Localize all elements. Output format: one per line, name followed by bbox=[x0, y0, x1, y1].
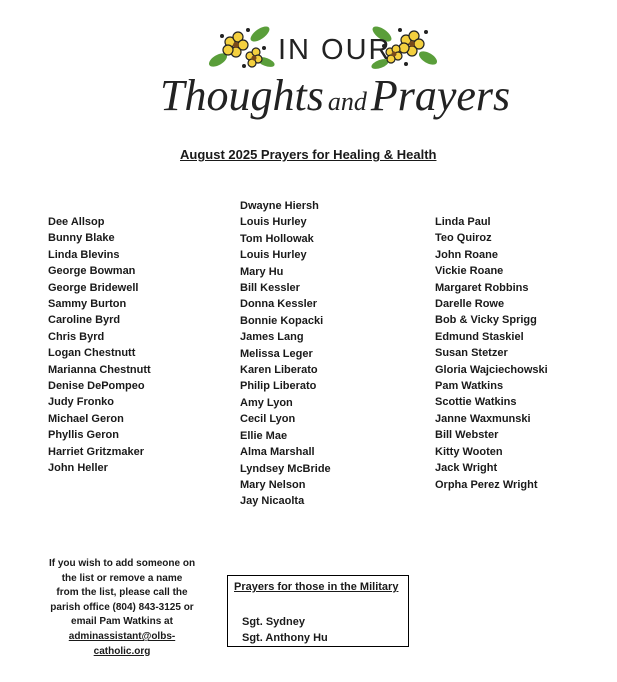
name-item: Chris Byrd bbox=[48, 330, 105, 343]
name-item: Louis Hurley bbox=[240, 249, 307, 262]
email-link[interactable]: catholic.org bbox=[93, 645, 151, 657]
name-item: Marianna Chestnutt bbox=[48, 363, 151, 376]
name-item: Dwayne Hiersh bbox=[240, 200, 319, 212]
name-item: Amy Lyon bbox=[240, 396, 293, 409]
note-line: from the list, please call the bbox=[56, 587, 188, 599]
name-item: Linda Blevins bbox=[48, 248, 120, 261]
military-name: Sgt. Sydney bbox=[242, 616, 305, 628]
name-item: Orpha Perez Wright bbox=[435, 478, 538, 491]
page-title: August 2025 Prayers for Healing & Health bbox=[180, 147, 437, 162]
name-item: Bob & Vicky Sprigg bbox=[435, 314, 537, 327]
name-item: John Roane bbox=[435, 248, 498, 261]
name-item: Ellie Mae bbox=[240, 429, 288, 442]
military-title: Prayers for those in the Military bbox=[234, 581, 399, 593]
military-names bbox=[242, 614, 328, 646]
military-prayers-box bbox=[227, 575, 409, 647]
note-line: the list or remove a name bbox=[61, 572, 183, 584]
name-item: Bunny Blake bbox=[48, 232, 115, 245]
name-item: Dee Allsop bbox=[48, 216, 105, 228]
name-item: Phyllis Geron bbox=[48, 429, 119, 442]
name-item: Louis Hurley bbox=[240, 216, 307, 229]
names-column-2 bbox=[240, 198, 331, 510]
email-link[interactable]: adminassistant@olbs- bbox=[68, 630, 176, 642]
name-item: Jack Wright bbox=[435, 462, 498, 475]
name-item: Pam Watkins bbox=[435, 380, 504, 393]
name-item: Linda Paul bbox=[435, 216, 491, 228]
name-item: Bonnie Kopacki bbox=[240, 314, 324, 327]
name-item: James Lang bbox=[240, 331, 304, 344]
name-item: George Bowman bbox=[48, 265, 136, 278]
name-item: Mary Hu bbox=[240, 265, 284, 278]
header-logo bbox=[160, 22, 511, 122]
name-item: Cecil Lyon bbox=[240, 413, 296, 426]
contact-note bbox=[42, 557, 202, 659]
name-item: Harriet Gritzmaker bbox=[48, 445, 144, 458]
name-item: Edmund Staskiel bbox=[435, 330, 524, 343]
name-item: Lyndsey McBride bbox=[240, 462, 331, 475]
name-item: Karen Liberato bbox=[240, 364, 318, 377]
note-line: If you wish to add someone on bbox=[48, 558, 196, 569]
note-line: email Pam Watkins at bbox=[71, 616, 173, 628]
name-item: Denise DePompeo bbox=[48, 380, 145, 393]
logo-in-our: IN OUR bbox=[278, 34, 392, 66]
name-item: Alma Marshall bbox=[240, 446, 315, 459]
name-item: Michael Geron bbox=[48, 412, 124, 425]
logo-thoughts-and-prayers: Thoughts and Prayers bbox=[160, 71, 511, 120]
name-item: Donna Kessler bbox=[240, 298, 318, 311]
name-item: John Heller bbox=[48, 462, 108, 475]
name-item: Margaret Robbins bbox=[435, 281, 529, 294]
name-item: Bill Webster bbox=[435, 429, 499, 442]
military-name: Sgt. Anthony Hu bbox=[242, 632, 328, 644]
name-item: Logan Chestnutt bbox=[48, 347, 136, 360]
name-item: Teo Quiroz bbox=[435, 232, 492, 245]
name-item: Janne Waxmunski bbox=[435, 412, 531, 425]
name-item: Caroline Byrd bbox=[48, 314, 121, 327]
name-item: Melissa Leger bbox=[240, 347, 313, 360]
names-column-3 bbox=[435, 214, 548, 493]
name-item: Judy Fronko bbox=[48, 396, 115, 409]
name-item: Kitty Wooten bbox=[435, 445, 503, 458]
flower-bouquet-left-icon bbox=[208, 22, 278, 77]
name-item: Jay Nicaolta bbox=[240, 495, 305, 508]
name-item: Philip Liberato bbox=[240, 380, 317, 393]
note-line: parish office (804) 843-3125 or bbox=[50, 601, 194, 613]
name-item: Scottie Watkins bbox=[435, 396, 517, 409]
name-item: Mary Nelson bbox=[240, 478, 306, 491]
name-item: George Bridewell bbox=[48, 281, 139, 294]
name-item: Tom Hollowak bbox=[240, 232, 314, 245]
names-column-1 bbox=[48, 214, 151, 477]
name-item: Vickie Roane bbox=[435, 265, 504, 278]
name-item: Darelle Rowe bbox=[435, 298, 505, 311]
name-item: Bill Kessler bbox=[240, 282, 300, 295]
name-item: Gloria Wajciechowski bbox=[435, 363, 548, 376]
name-item: Sammy Burton bbox=[48, 298, 127, 311]
name-item: Susan Stetzer bbox=[435, 347, 508, 360]
